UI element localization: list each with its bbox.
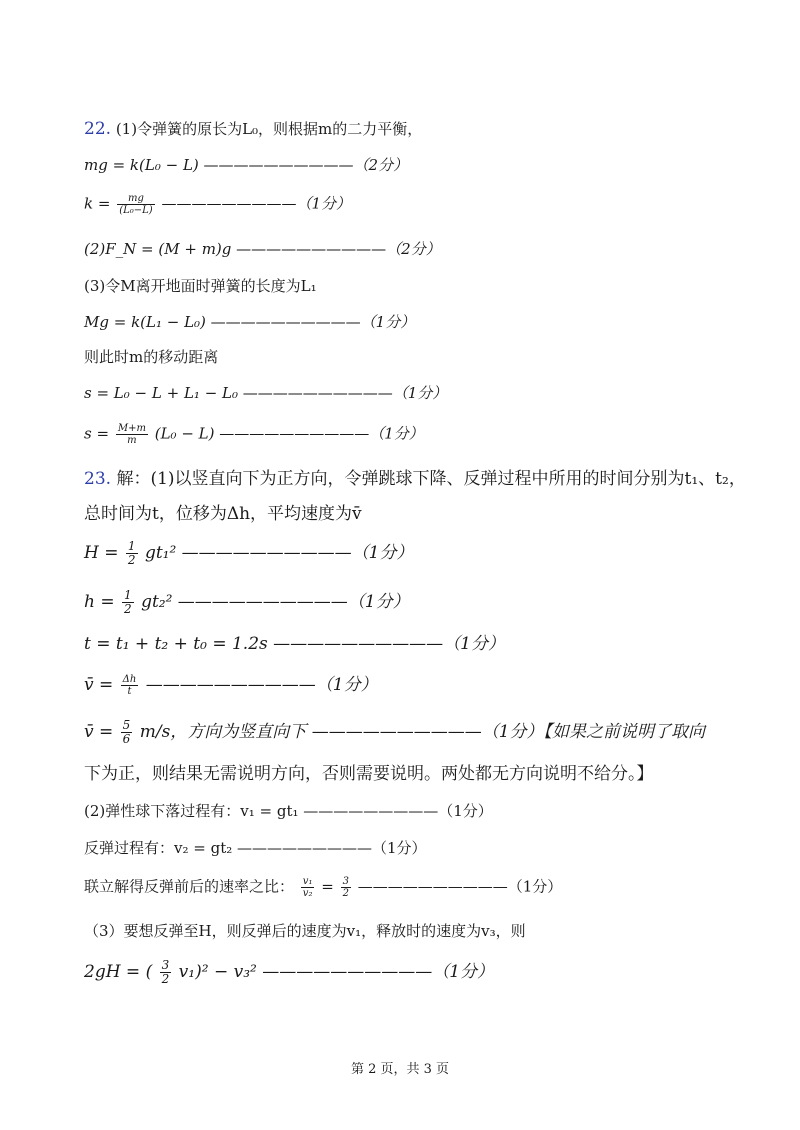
q23-eq4-lhs: v̄ = [84, 675, 114, 695]
q23-eq4-fraction [121, 674, 139, 697]
q23-eq5-lhs: v̄ = [84, 722, 114, 742]
q23-eq4-den: t [127, 686, 132, 697]
q23-part3: （3）要想反弹至H，则反弹后的速度为v₁，释放时的速度为v₃，则 [84, 922, 526, 940]
q22-eq6-num: M+m [117, 423, 146, 434]
q23-eq5-den: 6 [122, 732, 131, 746]
q23-eq1-den: 2 [127, 553, 136, 567]
q22-number: 22. [84, 119, 112, 139]
q23-eq-final-den: 2 [161, 972, 170, 986]
q22-eq5: s = L₀ − L + L₁ − L₀ ——————————（1分） [84, 384, 448, 402]
q22-eq2-lhs: k = [84, 194, 111, 213]
q23-part2c-tail: ——————————（1分） [357, 877, 563, 896]
q23-part2c-lhs: 联立解得反弹前后的速率之比： [84, 877, 295, 896]
q22-part3: (3)令M离开地面时弹簧的长度为L₁ [84, 277, 317, 295]
q23-part2c-den2: 2 [342, 888, 349, 899]
q23-eq-final-fraction [160, 959, 172, 986]
q22-eq6 [84, 423, 424, 446]
q22-eq2 [84, 193, 351, 216]
q23-intro1 [84, 467, 746, 491]
q23-eq1-fraction [126, 540, 138, 567]
q22-eq6-lhs: s = [84, 424, 110, 443]
q22-eq3: (2)F_N = (M + m)g ——————————（2分） [84, 240, 441, 258]
q23-part2c-equals: = [321, 877, 334, 896]
q22-intro-text: (1)令弹簧的原长为L₀，则根据m的二力平衡， [115, 120, 423, 138]
q23-eq2 [84, 589, 410, 616]
q23-eq-final-num: 3 [161, 958, 170, 972]
q23-intro1-text: 解：(1)以竖直向下为正方向，令弹跳球下降、反弹过程中所用的时间分别为t₁、t₂， [116, 469, 746, 489]
q23-eq2-num: 1 [124, 588, 132, 602]
q23-eq2-den: 2 [124, 602, 132, 616]
q23-part2c-fraction1 [301, 876, 315, 899]
q23-eq1-lhs: H = [84, 543, 119, 563]
q23-eq2-tail: gt₂² ——————————（1分） [141, 592, 410, 612]
q23-part2c-num1: v₁ [302, 876, 313, 887]
q23-eq3: t = t₁ + t₂ + t₀ = 1.2s ——————————（1分） [84, 634, 505, 654]
q23-eq4 [84, 673, 378, 697]
q23-part2a: (2)弹性球下落过程有：v₁ = gt₁ —————————（1分） [84, 802, 493, 820]
q23-eq4-num: Δh [122, 674, 137, 685]
q23-eq1-num: 1 [127, 539, 136, 553]
q23-intro2: 总时间为t，位移为Δh，平均速度为v̄ [84, 504, 362, 524]
q22-note: 则此时m的移动距离 [84, 348, 219, 366]
q22-eq6-tail: (L₀ − L) ——————————（1分） [154, 424, 424, 443]
q23-part2c-num2: 3 [342, 876, 349, 887]
q23-part2c-den1: v₂ [302, 888, 313, 899]
q22-eq6-fraction [116, 423, 148, 446]
q23-eq5-num: 5 [122, 718, 131, 732]
q23-eq4-tail: ——————————（1分） [145, 675, 378, 695]
q23-eq5-fraction [121, 719, 133, 746]
q23-eq5 [84, 719, 705, 746]
q23-eq5-cont: 下为正，则结果无需说明方向，否则需要说明。两处都无方向说明不给分。】 [84, 764, 654, 784]
page-footer: 第 2 页，共 3 页 [350, 1062, 450, 1077]
q23-eq1-tail: gt₁² ——————————（1分） [144, 543, 414, 563]
q23-part2c-fraction2 [341, 876, 351, 899]
q22-eq1: mg = k(L₀ − L) ——————————（2分） [84, 156, 409, 174]
q23-number: 23. [84, 469, 112, 489]
q22-eq6-den: m [127, 435, 137, 446]
q23-eq2-lhs: h = [84, 592, 115, 612]
q22-eq2-fraction [117, 193, 154, 216]
q22-eq4: Mg = k(L₁ − L₀) ——————————（1分） [84, 313, 416, 331]
q23-part2c [84, 876, 562, 899]
q22-intro [84, 119, 422, 139]
q23-eq-final-tail: v₁)² − v₃² ——————————（1分） [178, 962, 495, 982]
q23-eq-final-lhs: 2gH = ( [84, 962, 153, 982]
q22-eq2-tail: —————————（1分） [161, 194, 352, 213]
q23-eq5-tail: m/s，方向为竖直向下 ——————————（1分）【如果之前说明了取向 [139, 722, 706, 742]
q23-eq-final [84, 959, 494, 986]
q22-eq2-num: mg [117, 193, 154, 205]
q23-eq2-fraction [122, 589, 134, 616]
q22-eq2-den: (L₀−L) [119, 205, 153, 216]
q23-eq1 [84, 540, 414, 567]
q23-part2b: 反弹过程有：v₂ = gt₂ —————————（1分） [84, 839, 427, 857]
